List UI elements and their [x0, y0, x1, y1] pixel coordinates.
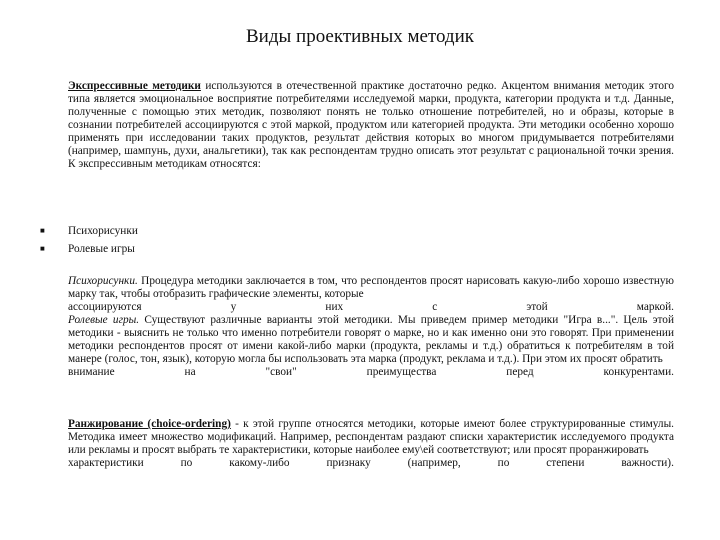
bullet-list [40, 222, 138, 258]
psychodrawings-term: Психорисунки. [68, 275, 138, 287]
bullet-square-icon: ■ [40, 226, 45, 235]
role-games-text: Существуют различные варианты этой методики. Мы приведем пример методики "Игра в...". Цель этой методики - выяснить не только что именно потребители говорят о марке, но и как именно они это говорят. При применении методики респондентов просят от имени какой-либо марки (продукта, рекламы и т.д.) обратиться к потребителям в той манере (голос, тон, язык), которую могла бы использовать эта марка (продукт, реклама и т.д.). При этом их просят обратить [68, 314, 675, 365]
ranking-term: Ранжирование (choice-ordering) [68, 418, 231, 430]
ranking-text: - к этой группе относятся методики, которые имеют более структурированные стимулы. Методика имеет множество модификаций. Например, респондентам раздают списки характеристик исследуемого продукта или рекламы и просят выбрать те характеристики, которые наиболее ему\ей соответствуют; или просят проранжировать [68, 418, 674, 456]
word: по [497, 457, 510, 469]
word: с [432, 301, 438, 313]
page-title: Виды проективных методик [246, 26, 474, 47]
word: важности). [621, 457, 674, 469]
psychodrawings-text: Процедура методики заключается в том, что респондентов просят нарисовать какую-либо хорошо известную марку так, чтобы отобразить графические элементы, которые [68, 275, 674, 300]
word: характеристики [68, 457, 144, 469]
list-item [40, 240, 138, 258]
bullet-square-icon: ■ [40, 244, 45, 253]
justified-line [68, 457, 674, 470]
word: на [184, 366, 196, 378]
word: конкурентами. [603, 366, 674, 378]
expressive-methods-paragraph [68, 80, 674, 171]
word: ассоциируются [68, 301, 142, 313]
word: внимание [68, 366, 115, 378]
word: маркой. [636, 301, 674, 313]
role-games-term: Ролевые игры. [68, 314, 140, 326]
bullet-label: Ролевые игры [68, 243, 135, 255]
justified-line [68, 301, 674, 314]
word: (например, [407, 457, 461, 469]
psychodrawings-paragraph [68, 275, 674, 379]
word: них [325, 301, 344, 313]
word: преимущества [366, 366, 437, 378]
word: у [230, 301, 237, 313]
word: по [180, 457, 193, 469]
ranking-paragraph [68, 418, 674, 470]
word: "свои" [265, 366, 297, 378]
word: перед [506, 366, 534, 378]
list-item [40, 222, 138, 240]
expressive-methods-term: Экспрессивные методики [68, 80, 201, 92]
word: этой [526, 301, 548, 313]
expressive-methods-text: используются в отечественной практике достаточно редко. Акцентом внимания методик этого типа является эмоциональное восприятие потребителями исследуемой марки, продукта, категории продукта и т.д. Данные, полученные с помощью этих методик, позволяют понять не только отношение потребителей, но и образы, которые в сознании потребителей ассоциируются с этой маркой, продуктом или категорией продукта. Эти методики особенно хорошо применять при исследовании таких продуктов, результат действия которых во многом придумывается потребителями (например, шампунь, духи, анальгетики), так как респондентам трудно описать этот результат с рациональной точки зрения. К экспрессивным методикам относятся: [68, 80, 674, 170]
word: степени [546, 457, 585, 469]
word: признаку [326, 457, 371, 469]
bullet-label: Психорисунки [68, 225, 138, 237]
justified-line [68, 366, 674, 379]
word: какому-либо [229, 457, 290, 469]
